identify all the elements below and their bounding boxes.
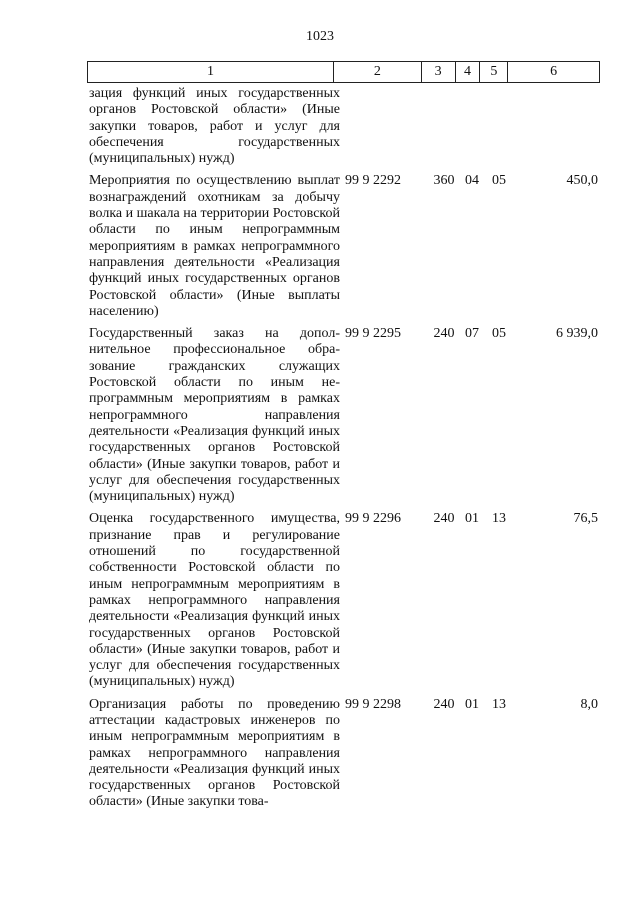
header-col-5: 5 (479, 62, 507, 82)
header-col-2: 2 (333, 62, 421, 82)
header-col-1: 1 (207, 64, 215, 79)
row-description (87, 697, 340, 811)
table-row (87, 326, 600, 505)
row-section: 01 (465, 696, 479, 712)
row-code (340, 86, 429, 167)
table-header (87, 61, 600, 83)
description-text: Организация работы по проведению аттестации кадастровых инженеров по иным непрограммным мероприятиям в рамках непрограммного направления деятельности «Реализация функций иных государственных органов Ростовской области» (Иные закупки това- (89, 696, 340, 810)
row-description (87, 326, 340, 505)
row-code: 99 9 2298 (345, 696, 401, 712)
description-text: зация функций иных государственных органов Ростовской области» (Иные закупки товаров, работ и услуг для обеспечения государственных (муниципальных) нужд) (89, 86, 340, 167)
row-description (87, 86, 340, 167)
table-row (87, 697, 600, 811)
row-section (459, 86, 485, 167)
row-subsection: 13 (492, 511, 506, 527)
header-col-3: 3 (421, 62, 455, 82)
header-col-6: 6 (507, 62, 599, 82)
row-expense-type (429, 86, 459, 167)
row-amount: 450,0 (566, 173, 598, 189)
header-col-4: 4 (455, 62, 480, 82)
row-amount: 76,5 (573, 511, 598, 527)
row-expense-type: 240 (433, 326, 455, 342)
description-text: Оценка государственного имущества, признание прав и регулирование отношений по государственной собственности Ростовской области по иным непрограммным мероприятиям в рамках непрограммного направления деятельности «Реализация функций иных государственных органов Ростовской области» (Иные закупки товаров, работ и услуг для обеспечения государственных (муниципальных) нужд) (89, 511, 340, 690)
row-code: 99 9 2296 (345, 511, 401, 527)
row-subsection: 13 (492, 696, 506, 712)
description-text: Мероприятия по осуществлению выплат вознаграждений охотникам за добычу волка и шакала на территории Ростовской области по иным непрограммным мероприятиям в рамках непрограммного направления деятельности «Реализация функций иных государственных органов Ростовской области» (Иные выплаты населению) (89, 173, 340, 319)
row-description (87, 173, 340, 320)
description-text: Государственный заказ на дополнительное профессиональное образование гражданских служащих Ростовской области по иным непрограммным мероприятиям в рамках непрограммного направления деятельности «Реализация функций иных государственных органов Ростовской области» (Иные закупки товаров, работ и услуг для обеспечения государственных (муниципальных) нужд) (89, 326, 340, 505)
row-description (87, 511, 340, 690)
row-code: 99 9 2295 (345, 326, 401, 342)
table-body (87, 83, 600, 811)
table-row (87, 86, 600, 167)
row-expense-type: 360 (433, 173, 455, 189)
row-section: 04 (465, 173, 479, 189)
table-row (87, 511, 600, 690)
row-section: 01 (465, 511, 479, 527)
table-row (87, 173, 600, 320)
row-amount: 6 939,0 (556, 326, 598, 342)
row-subsection: 05 (492, 173, 506, 189)
row-subsection: 05 (492, 326, 506, 342)
page-number: 1023 (306, 29, 334, 44)
row-amount: 8,0 (580, 696, 598, 712)
row-section: 07 (465, 326, 479, 342)
row-expense-type: 240 (433, 511, 455, 527)
row-code: 99 9 2292 (345, 173, 401, 189)
row-subsection (485, 86, 513, 167)
row-amount (513, 86, 600, 167)
row-expense-type: 240 (433, 696, 455, 712)
